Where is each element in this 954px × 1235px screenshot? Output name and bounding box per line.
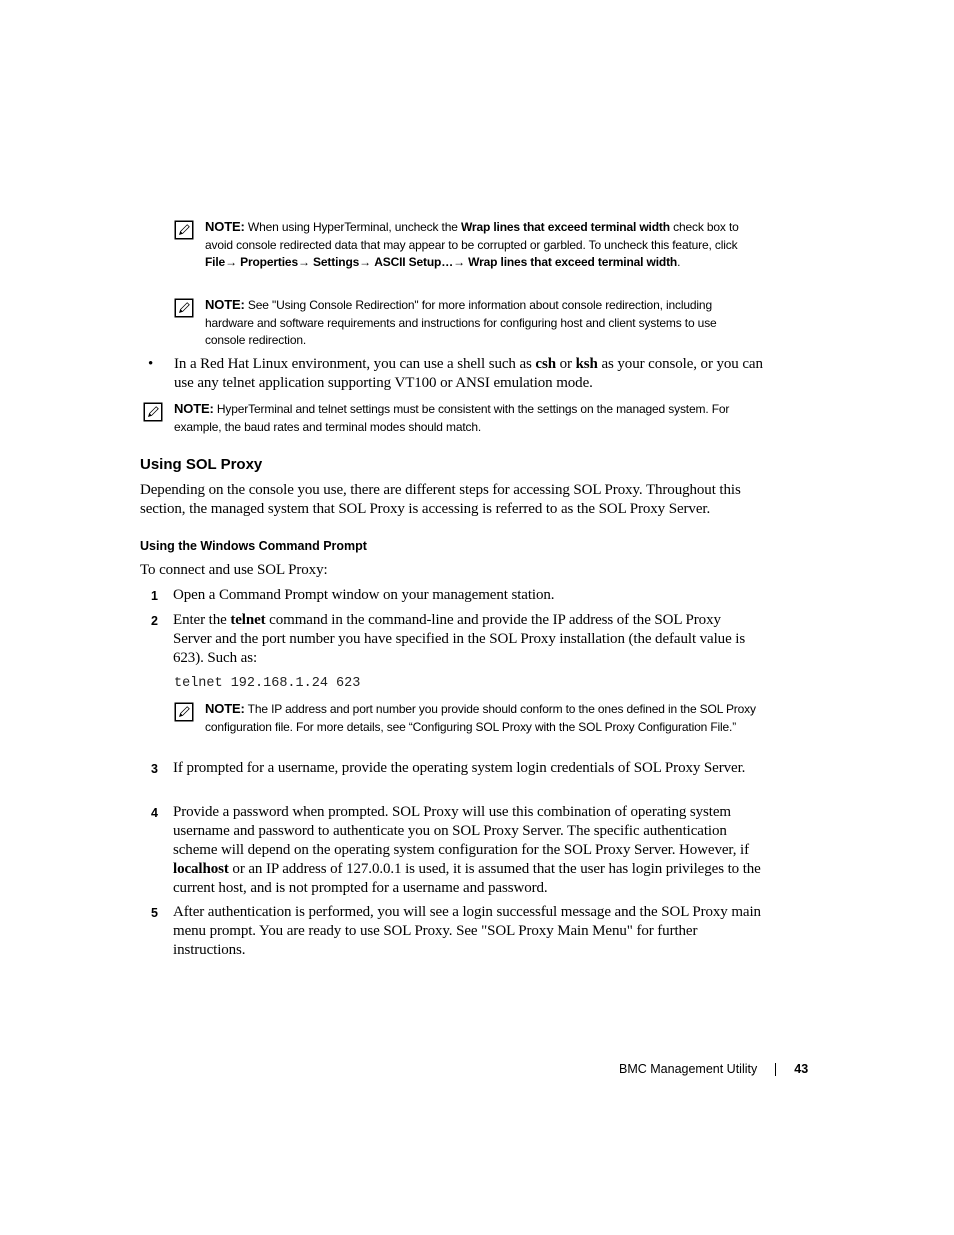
section-intro: Depending on the console you use, there are different steps for accessing SOL Proxy. Throughout this section, the managed system that SOL Proxy is accessing is referred to as the SOL Proxy Server.: [140, 482, 741, 517]
bullet-item: [148, 355, 764, 393]
note-ip-port: [174, 700, 764, 736]
page-footer: [619, 1062, 808, 1076]
arrow-icon: →: [297, 255, 314, 269]
note-pencil-icon: [174, 298, 194, 318]
bullet-text-part: or: [555, 356, 576, 372]
note-text-part: See "Using Console Redirection" for more information about console redirection, including hardware and software requirements and instructions for configuring host and client systems to use console redirection.: [205, 298, 717, 347]
note-pencil-icon: [174, 220, 194, 240]
subsection-heading: Using the Windows Command Prompt: [140, 539, 367, 553]
step-5-text: After authentication is performed, you will see a login successful message and the SOL Proxy main menu prompt. You are ready to use SOL Proxy. See "SOL Proxy Main Menu" for further instructions.: [173, 904, 761, 958]
section-heading: Using SOL Proxy: [140, 456, 263, 473]
note-settings-consistent: [143, 400, 763, 436]
step-number: 5: [151, 906, 158, 920]
note-text-part: check box to avoid console redirected data that may appear to be corrupted or garbled. To uncheck this feature, click: [205, 220, 739, 252]
step-1-text: Open a Command Prompt window on your management station.: [173, 587, 555, 603]
command-telnet: telnet: [230, 612, 266, 628]
menu-path-settings: Settings: [313, 255, 360, 269]
note-text: [205, 218, 759, 272]
step-text-part: Provide a password when prompted. SOL Proxy will use this combination of operating system username and password to authenticate you on SOL Proxy Server. The specific authentication scheme will depend on the operating system configuration for the SOL Proxy Server. However, if: [173, 804, 749, 858]
note-label: NOTE:: [205, 701, 245, 716]
note-text: [174, 400, 763, 436]
note-label: NOTE:: [205, 219, 245, 234]
menu-path-wrap-lines: Wrap lines that exceed terminal width: [468, 255, 678, 269]
note-text: [205, 700, 759, 736]
note-label: NOTE:: [174, 401, 214, 416]
note-text-part: When using HyperTerminal, uncheck the: [244, 220, 461, 234]
note-label: NOTE:: [205, 297, 245, 312]
page-number: 43: [794, 1062, 809, 1076]
step-number: 2: [151, 614, 158, 628]
note-hyperterminal-wrap: [174, 218, 764, 272]
code-example: telnet 192.168.1.24 623: [174, 676, 361, 691]
note-text: [205, 296, 759, 350]
step-text-part: Enter the: [173, 612, 231, 628]
step-4-text: [173, 803, 763, 898]
note-text-part: .: [677, 255, 681, 269]
note-pencil-icon: [174, 702, 194, 722]
note-bold-option: Wrap lines that exceed terminal width: [460, 220, 670, 234]
menu-path-ascii-setup: ASCII Setup…: [374, 255, 454, 269]
shell-csh: csh: [535, 356, 556, 372]
menu-path-properties: Properties: [240, 255, 298, 269]
footer-title: BMC Management Utility: [619, 1062, 758, 1076]
arrow-icon: →: [453, 255, 469, 269]
note-text-part: The IP address and port number you provide should conform to the ones defined in the SOL Proxy configuration file. For more details, see “Configuring SOL Proxy with the SOL Proxy Configuration File.”: [205, 702, 756, 734]
step-3-text: If prompted for a username, provide the operating system login credentials of SOL Proxy Server.: [173, 760, 746, 776]
step-text-part: command in the command-line and provide the IP address of the SOL Proxy Server and the port number you have specified in the SOL Proxy installation (the default value is 623). Such as:: [173, 612, 746, 666]
step-text-part: or an IP address of 127.0.0.1 is used, it is assumed that the user has login privileges to the current host, and is not prompted for a username and password.: [173, 861, 761, 896]
footer-divider: [775, 1063, 776, 1076]
bullet-symbol: •: [148, 356, 154, 372]
menu-path-file: File: [205, 255, 226, 269]
step-number: 1: [151, 589, 158, 603]
arrow-icon: →: [225, 255, 241, 269]
note-console-redirection: [174, 296, 764, 350]
bullet-text-part: as your console, or you can use any telnet application supporting VT100 or ANSI emulation mode.: [174, 356, 763, 391]
arrow-icon: →: [359, 255, 375, 269]
steps-lead: To connect and use SOL Proxy:: [140, 562, 328, 578]
localhost-term: localhost: [173, 861, 229, 877]
step-2-text: [173, 611, 763, 668]
note-text-part: HyperTerminal and telnet settings must be consistent with the settings on the managed system. For example, the baud rates and terminal modes should match.: [174, 402, 730, 434]
bullet-text-part: In a Red Hat Linux environment, you can use a shell such as: [174, 356, 536, 372]
step-number: 3: [151, 762, 158, 776]
note-pencil-icon: [143, 402, 163, 422]
step-number: 4: [151, 806, 158, 820]
bullet-text: [174, 355, 764, 393]
shell-ksh: ksh: [575, 356, 598, 372]
